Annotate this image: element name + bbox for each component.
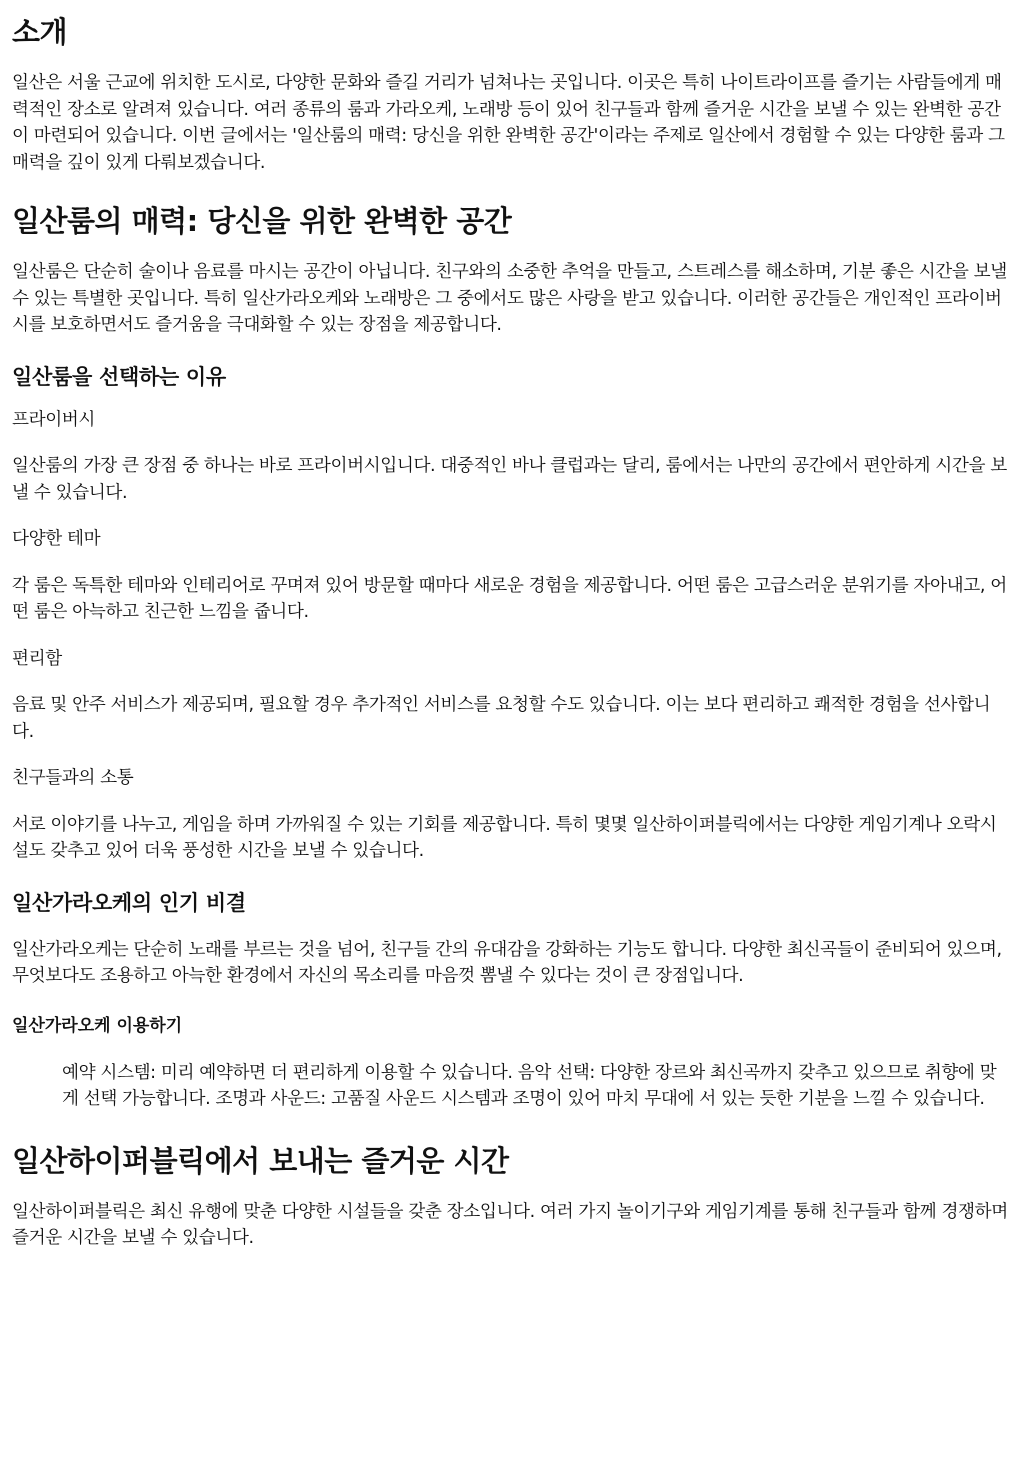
reason-label-privacy: 프라이버시 — [12, 409, 95, 430]
karaoke-usage-quote: 예약 시스템: 미리 예약하면 더 편리하게 이용할 수 있습니다. 음악 선택: 다양한 장르와 최신곡까지 갖추고 있으므로 취향에 맞게 선택 가능합니다. 조명과 사운드: 고품질 사운드 시스템과 조명이 있어 마치 무대에 서 있는 듯한 기분을 느낄 수 있습니다. — [62, 1062, 997, 1109]
reasons-heading: 일산룸을 선택하는 이유 — [12, 364, 226, 389]
intro-heading: 소개 — [12, 15, 68, 49]
hyperpublic-paragraph: 일산하이퍼블릭은 최신 유행에 맞춘 다양한 시설들을 갖춘 장소입니다. 여러 가지 놀이기구와 게임기계를 통해 친구들과 함께 경쟁하며 즐거운 시간을 보낼 수 있습니다. — [12, 1201, 1008, 1248]
reason-label-friends: 친구들과의 소통 — [12, 768, 134, 788]
reason-text-convenience: 음료 및 안주 서비스가 제공되며, 필요할 경우 추가적인 서비스를 요청할 수도 있습니다. 이는 보다 편리하고 쾌적한 경험을 선사합니다. — [12, 695, 991, 742]
room-section-heading: 일산룸의 매력: 당신을 위한 완벽한 공간 — [12, 204, 512, 238]
reason-label-themes: 다양한 테마 — [12, 529, 101, 549]
intro-paragraph: 일산은 서울 근교에 위치한 도시로, 다양한 문화와 즐길 거리가 넘쳐나는 곳입니다. 이곳은 특히 나이트라이프를 즐기는 사람들에게 매력적인 장소로 알려져 있습니다. 여러 종류의 룸과 가라오케, 노래방 등이 있어 친구들과 함께 즐거운 시간을 보낼 수 있는 완벽한 공간이 마련되어 있습니다. 이번 글에서는 '일산룸의 매력: 당신을 위한 완벽한 공간'이라는 주제로 일산에서 경험할 수 있는 다양한 룸과 그 매력을 깊이 있게 다뤄보겠습니다. — [12, 73, 1005, 173]
hyperpublic-heading: 일산하이퍼블릭에서 보내는 즐거운 시간 — [12, 1143, 509, 1178]
room-section-paragraph: 일산룸은 단순히 술이나 음료를 마시는 공간이 아닙니다. 친구와의 소중한 추억을 만들고, 스트레스를 해소하며, 기분 좋은 시간을 보낼 수 있는 특별한 곳입니다. 특히 일산가라오케와 노래방은 그 중에서도 많은 사랑을 받고 있습니다. 이러한 공간들은 개인적인 프라이버시를 보호하면서도 즐거움을 극대화할 수 있는 장점을 제공합니다. — [12, 262, 1007, 335]
karaoke-heading: 일산가라오케의 인기 비결 — [12, 890, 246, 915]
reason-text-friends: 서로 이야기를 나누고, 게임을 하며 가까워질 수 있는 기회를 제공합니다. 특히 몇몇 일산하이퍼블릭에서는 다양한 게임기계나 오락시설도 갖추고 있어 더욱 풍성한 시간을 보낼 수 있습니다. — [12, 814, 997, 861]
reason-label-convenience: 편리함 — [12, 648, 62, 669]
article — [0, 14, 1024, 1252]
karaoke-usage-heading: 일산가라오케 이용하기 — [12, 1015, 183, 1036]
reason-text-themes: 각 룸은 독특한 테마와 인테리어로 꾸며져 있어 방문할 때마다 새로운 경험을 제공합니다. 어떤 룸은 고급스러운 분위기를 자아내고, 어떤 룸은 아늑하고 친근한 느낌을 줍니다. — [12, 575, 1007, 622]
karaoke-paragraph: 일산가라오케는 단순히 노래를 부르는 것을 넘어, 친구들 간의 유대감을 강화하는 기능도 합니다. 다양한 최신곡들이 준비되어 있으며, 무엇보다도 조용하고 아늑한 환경에서 자신의 목소리를 마음껏 뽐낼 수 있다는 것이 큰 장점입니다. — [12, 939, 1002, 986]
reason-text-privacy: 일산룸의 가장 큰 장점 중 하나는 바로 프라이버시입니다. 대중적인 바나 클럽과는 달리, 룸에서는 나만의 공간에서 편안하게 시간을 보낼 수 있습니다. — [12, 456, 1007, 503]
